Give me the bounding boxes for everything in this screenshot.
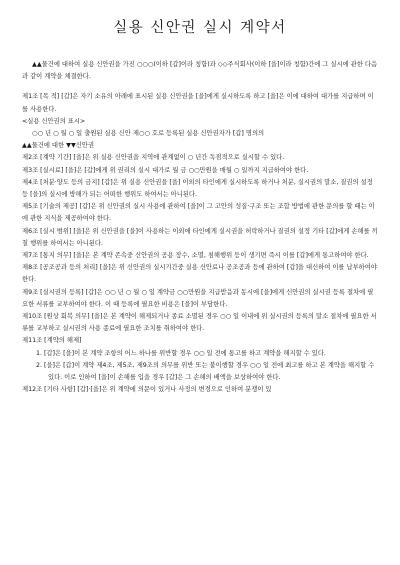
article-11-item: 1. [갑]은 [을]이 본 계약 조항의 어느 하나를 위반할 경우 ○○ 일 전에 통고를 하고 계약을 해지할 수 있다. — [36, 349, 326, 357]
article-3: 제3조 [실시료] [을]은 [갑]에게 위 권리의 실시 대가로 월 금 ○○만원을 매월 ○ 일까지 지급하여야 한다. — [22, 166, 309, 174]
article-9: 제9조 [실시권의 등록] [갑]은 ○○ 년 ○ 월 ○ 일 계약금 ○○만원을 지급받음과 동시에 [을]에게 신안권의 실시권 등록 절차에 필요한 서류를 교부하여야 한다. 이 때 등록에 필요한 비용은 [을]이 부담한다. — [22, 288, 374, 308]
article-1: 제1조 [목 적] [갑]은 자기 소유의 아래에 표시된 실용 신안권을 [을]에게 실시하도록 하고 [을]은 이에 대하여 대가를 지급하며 이를 사용한다. — [22, 93, 374, 113]
article-4: 제4조 [처분·양도 등의 금지] [갑]은 위 실용 신안권을 [을] 이외의 타인에게 실시하도록 하거나 처분, 실시권의 말소, 질권의 설정 등 [을]의 실시에 방해가 되는 어떠한 행위도 하여서는 아니된다. — [22, 178, 373, 199]
article-1-sub-line-1: ○○ 년 ○ 월 ○ 일 출원된 실용 신안 제○○ 호로 등록된 실용 신안권자가 [갑] 명의의 — [32, 130, 265, 138]
article-12: 제12조 [기타 사항] [갑]·[을]은 위 계약에 의문이 있거나 사정의 변경으로 인하여 분쟁이 있 — [22, 386, 272, 394]
article-11-items — [22, 348, 378, 385]
article-1-sub-heading: <실용 신안권의 표시> — [22, 117, 86, 125]
article-11-item: 2. [을]은 [갑]이 계약 제4조, 제5조, 제9조의 의무를 위반 또는 불이행할 경우 ○○ 일 전에 최고를 하고 본 계약을 해지할 수 있다. 이로 인하여 [을]이 손해를 입을 경우 [갑]은 그 손해의 배액을 보상하여야 한다. — [36, 361, 375, 382]
article-2: 제2조 [계약 기간] [을]은 위 실용 신안권을 지역에 관계없이 ○ 년간 독점적으로 실시할 수 있다. — [22, 154, 285, 162]
article-8: 제8조 [공조공과 등의 처리] [을]은 위 신안권의 실시기간중 실용 신안료나 공조공과 등에 관하여 [갑]을 대신하여 이를 납부하여야 한다. — [22, 264, 377, 284]
article-1-sub-line-2: ▲▲물건에 대한 ▼▼신안권 — [22, 142, 95, 150]
document-title: 실용 신안권 실시 계약서 — [113, 20, 287, 36]
article-10: 제10조 [원상 회복 의무] [을]은 본 계약이 해제되거나 종료 소멸된 경우 ○○ 일 이내에 위 실시권의 등록의 말소 절차에 필요한 서류를 교부하고 실시권의 사용 종료에 필요한 조치를 취하여야 한다. — [22, 313, 377, 333]
intro-paragraph: ▲▲물건에 대하여 실용 신안권을 가진 ○○○(이하 [갑]이라 칭함)과 ◇◇주식회사(이하 [을]이라 칭함)간에 그 실시에 관한 다음과 같이 계약을 체결한다. — [22, 61, 378, 81]
article-7: 제7조 [통지 의무] [을]은 본 계약 존속중 신안권의 공용 장수, 소멸, 침해행위 등이 생기면 즉시 이를 [갑]에게 통고하여야 한다. — [22, 252, 369, 260]
article-5: 제5조 [기술의 제공] [갑]은 위 신안권의 실시 사용에 관하여 [을]이 그 고안의 성질·구조 또는 조합 방법에 관한 문의를 할 때는 이에 관한 지식을 제공하여야 한다. — [22, 203, 375, 223]
article-11: 제11조 [계약의 해제] — [22, 337, 82, 345]
article-6: 제6조 [실시 범위] [을]은 위 신안권을 [을]이 사용하는 이외에 타인에게 실시권을 허락하거나 질권의 설정 기타 [갑]에게 손해를 끼칠 행위를 하여서는 아니된다. — [22, 227, 378, 247]
